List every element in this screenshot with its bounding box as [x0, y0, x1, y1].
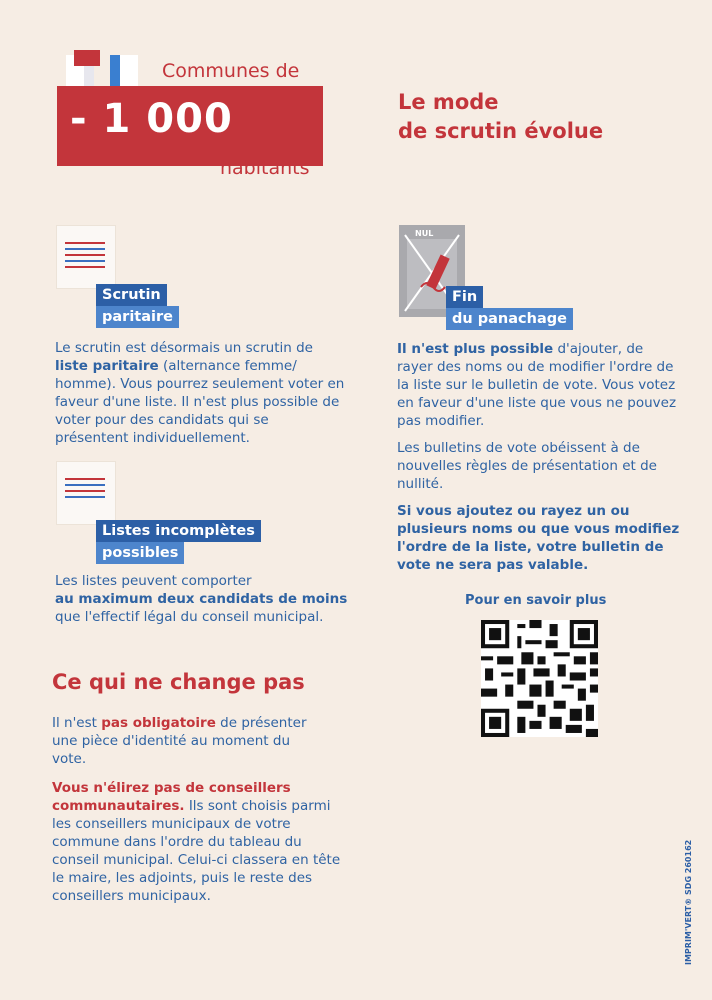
list-document-icon-2	[57, 462, 115, 524]
page-title: Le mode de scrutin évolue	[398, 90, 604, 143]
paragraph-piece-identite: Il n'est pas obligatoire de présenter une pièce d'identité au moment du vote.	[52, 715, 307, 767]
logo-cube-left-top	[74, 50, 100, 66]
more-info-label: Pour en savoir plus	[465, 593, 607, 608]
badge-number: - 1 000	[70, 96, 233, 142]
paragraph-nullite: Les bulletins de vote obéissent à de nouvelles règles de présentation et de nullité.	[397, 440, 657, 492]
list-document-icon	[57, 226, 115, 288]
paragraph-conseillers: Vous n'élirez pas de conseillers communautaires. Ils sont choisis parmi les conseillers municipaux de votre commune dans l'ordre du tableau du conseil municipal. Celui-ci classera en tête le maire, les adjoints, puis le reste des conseillers municipaux.	[52, 780, 341, 904]
badge-bottom-label: habitants	[220, 157, 310, 179]
tag-fin-panachage: Fin du panachage	[446, 286, 573, 330]
heading-ne-change-pas: Ce qui ne change pas	[52, 670, 305, 694]
paragraph-paritaire: Le scrutin est désormais un scrutin de liste paritaire (alternance femme/ homme). Vous pourrez seulement voter en faveur d'une liste. Il n'est plus possible de voter pour des candidats qui se présentent individuellement.	[55, 340, 345, 446]
paragraph-bulletin-invalide: Si vous ajoutez ou rayez un ou plusieurs noms ou que vous modifiez l'ordre de la liste, votre bulletin de vote ne sera pas valable.	[397, 503, 680, 573]
qr-code[interactable]	[481, 620, 598, 737]
tag-scrutin-paritaire: Scrutin paritaire	[96, 284, 179, 328]
imprim-vert-label: IMPRIM'VERT® SDG 260162	[684, 839, 693, 965]
tag-listes-incompletes: Listes incomplètes possibles	[96, 520, 261, 564]
badge-top-label: Communes de	[162, 60, 300, 82]
paragraph-listes: Les listes peuvent comporter au maximum deux candidats de moins que l'effectif légal du conseil municipal.	[55, 573, 348, 625]
ballot-label: NUL	[415, 229, 434, 238]
qr-code-icon[interactable]	[481, 620, 598, 737]
paragraph-panachage: Il n'est plus possible d'ajouter, de rayer des noms ou de modifier l'ordre de la liste sur le bulletin de vote. Vous votez en faveur d'une liste que vous ne pouvez pas modifier.	[397, 341, 677, 429]
